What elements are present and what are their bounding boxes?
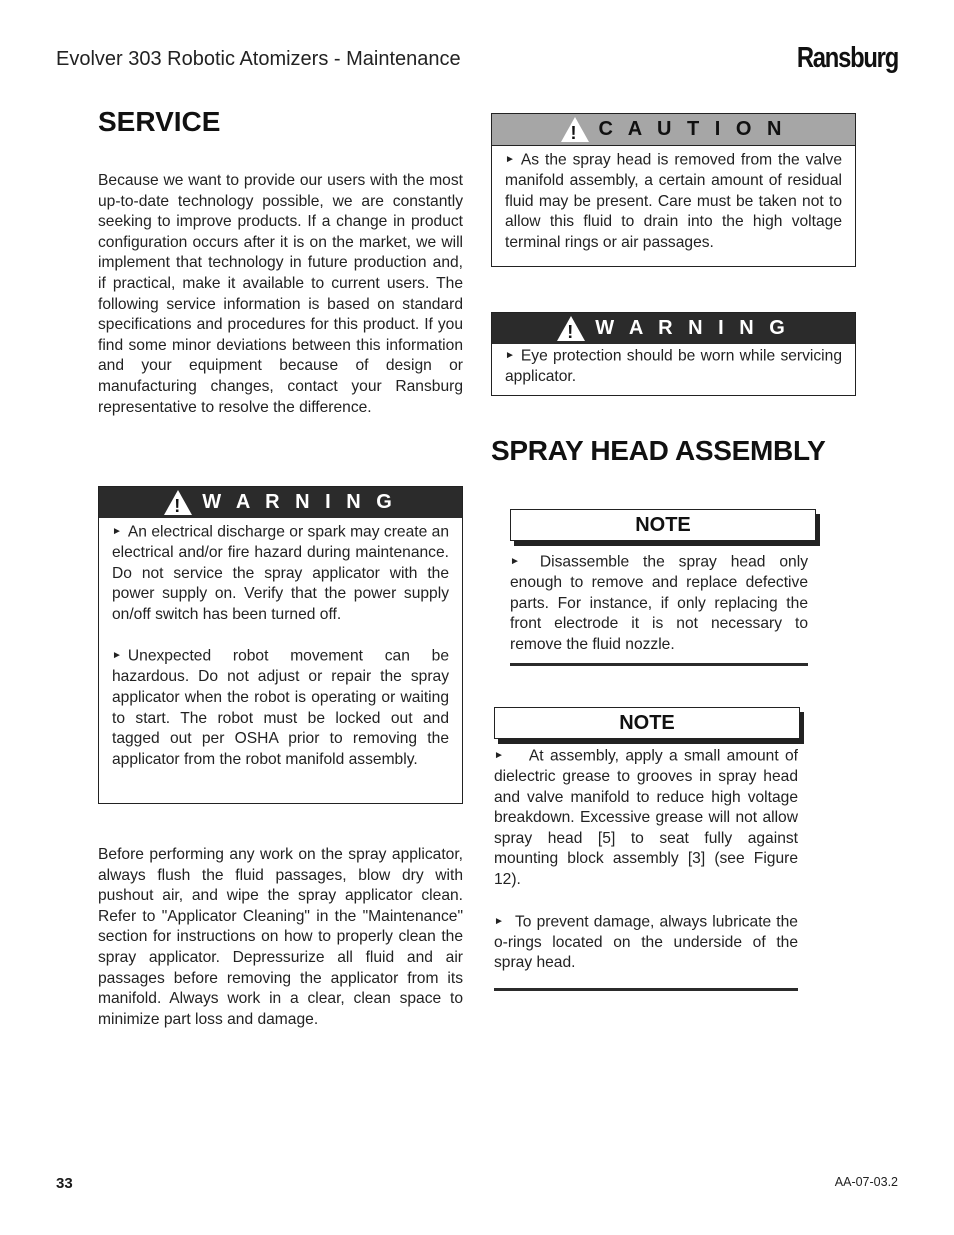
caution-body: ► As the spray head is removed from the valve manifold assembly, a certain amount of residual fluid may be present. Care must be taken not to allow this fluid to drain into the high voltage terminal rings or air passages.: [505, 151, 842, 251]
caution-label: C A U T I O N: [598, 118, 787, 140]
note-text: ► Disassemble the spray head only enough to remove and replace defective parts. For instance, if only replacing the front electrode it is not necessary to remove the fluid nozzle.: [510, 553, 808, 653]
caution-box: [491, 113, 856, 267]
arrow-bullet-icon: ►: [112, 526, 122, 537]
note-header: NOTE: [494, 707, 800, 739]
eye-protection-warning-box: [491, 312, 856, 396]
arrow-bullet-icon: ►: [112, 650, 122, 662]
warning-triangle-icon: !: [557, 316, 585, 341]
spray-head-assembly-heading: SPRAY HEAD ASSEMBLY: [491, 435, 826, 466]
note-box-1: [510, 509, 808, 666]
arrow-bullet-icon: ►: [510, 556, 520, 567]
arrow-bullet-icon: ►: [494, 750, 504, 761]
service-warning-box: [98, 486, 463, 804]
document-header-title: Evolver 303 Robotic Atomizers - Maintenance: [56, 48, 461, 70]
before-service-paragraph: Before performing any work on the spray applicator, always flush the fluid passages, blow dry with pushout air, and wipe the spray applicator clean. Refer to "Applicator Cleaning" in the "Maintenance" section for instructions on how to properly clean the spray applicator. Depressurize all fluid and air passages before removing the applicator from its manifold. Always work in a clear, clean space to minimize part loss and damage.: [98, 846, 463, 1028]
warning-body: [99, 518, 462, 770]
warning-banner: [99, 487, 462, 518]
warning-label: W A R N I N G: [202, 491, 397, 513]
note-divider: [494, 988, 798, 991]
warning-item: ► Unexpected robot movement can be hazardous. Do not adjust or repair the spray applicator when the robot is operating or waiting to start. The robot must be locked out and tagged out per OSHA prior to removing the applicator from the robot manifold assembly.: [112, 647, 449, 768]
note-item: ► To prevent damage, always lubricate the o-rings located on the underside of the spray head.: [494, 913, 798, 972]
service-heading: SERVICE: [98, 106, 221, 137]
arrow-bullet-icon: ►: [505, 154, 515, 165]
page-number: 33: [56, 1175, 73, 1192]
warning-banner: [492, 313, 855, 344]
caution-banner: [492, 114, 855, 146]
warning-triangle-icon: !: [561, 117, 589, 142]
brand-logo: Ransburg: [796, 42, 898, 74]
warning-body: ► Eye protection should be worn while servicing applicator.: [505, 347, 842, 386]
service-intro-paragraph: Because we want to provide our users with the most up-to-date technology possible, we are constantly seeking to improve products. If a change in product configuration occurs after it is on the market, we will implement that technology in future production and, if practical, make it available to current users. The following service information is based on standard specifications and procedures for this product. If you find some minor deviations between this information and your equipment because of design or manufacturing changes, contact your Ransburg representative to resolve the difference.: [98, 172, 463, 416]
warning-triangle-icon: !: [164, 490, 192, 515]
warning-item: ► An electrical discharge or spark may create an electrical and/or fire hazard during maintenance. Do not service the spray applicator with the power supply on. Verify that the power supply on/off switch has been turned off.: [112, 523, 449, 623]
document-code: AA-07-03.2: [834, 1175, 898, 1189]
note-box-2: [494, 707, 798, 991]
arrow-bullet-icon: ►: [494, 915, 504, 927]
note-header: NOTE: [510, 509, 816, 541]
note-item: ► At assembly, apply a small amount of dielectric grease to grooves in spray head and valve manifold to reduce high voltage breakdown. Excessive grease will not allow spray head [5] to seat fully against mounting block assembly [3] (see Figure 12).: [494, 747, 799, 888]
arrow-bullet-icon: ►: [505, 350, 515, 361]
note-divider: [510, 663, 808, 666]
warning-label: W A R N I N G: [595, 317, 790, 339]
